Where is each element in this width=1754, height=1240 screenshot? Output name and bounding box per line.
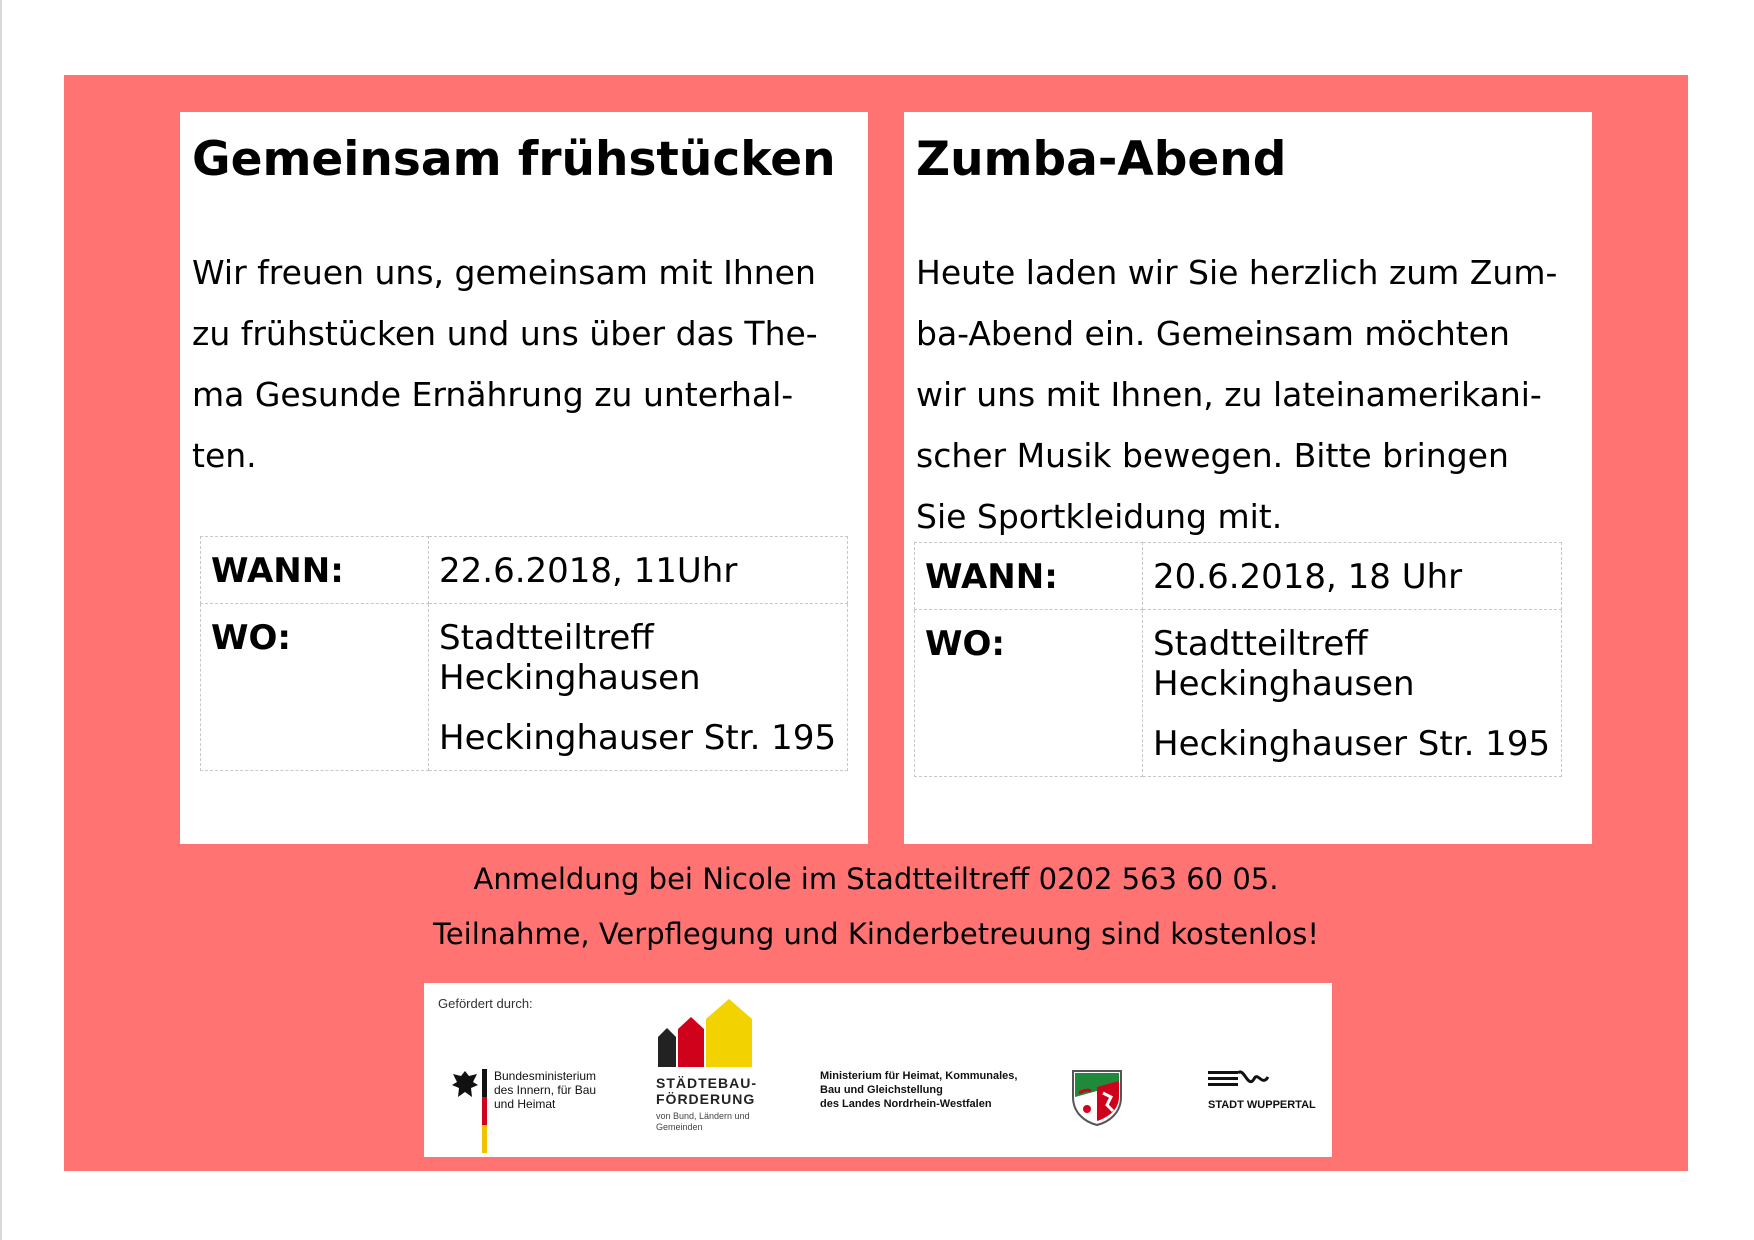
- where-address: Heckinghauser Str. 195: [1153, 724, 1551, 764]
- card-title: Zumba-Abend: [916, 132, 1287, 187]
- where-row: [201, 604, 848, 771]
- description-line: ma Gesunde Ernährung zu unterhal-: [192, 375, 794, 414]
- where-label: WO:: [201, 604, 429, 771]
- when-row: [201, 537, 848, 604]
- stbf-title-line: STÄDTEBAU-: [656, 1075, 757, 1091]
- description-line: scher Musik bewegen. Bitte bringen: [916, 436, 1509, 475]
- where-line: Heckinghausen: [1153, 664, 1415, 704]
- nrw-label-line: Ministerium für Heimat, Kommunales,: [820, 1070, 1018, 1082]
- event-card-zumba: [904, 112, 1592, 844]
- stbf-title-line: FÖRDERUNG: [656, 1091, 756, 1107]
- where-line: Stadtteiltreff: [1153, 624, 1368, 664]
- where-label: WO:: [915, 610, 1143, 777]
- description-line: Heute laden wir Sie herzlich zum Zum-: [916, 253, 1558, 292]
- stbf-title: [656, 1075, 766, 1107]
- nrw-label-line: Bau und Gleichstellung: [820, 1084, 943, 1096]
- when-value: 22.6.2018, 11Uhr: [429, 537, 848, 604]
- when-row: [915, 543, 1562, 610]
- bmi-label-line: Bundesministerium: [494, 1069, 597, 1083]
- event-info-table: [914, 542, 1562, 777]
- stbf-subtitle-line: von Bund, Ländern und: [656, 1111, 750, 1121]
- event-card-breakfast: [180, 112, 868, 844]
- bmi-label: [494, 1069, 596, 1111]
- where-value: [1143, 610, 1562, 777]
- when-value: 20.6.2018, 18 Uhr: [1143, 543, 1562, 610]
- german-flag-bar-icon: [482, 1069, 487, 1153]
- nrw-shield-icon: [1069, 1067, 1125, 1127]
- description-line: ba-Abend ein. Gemeinsam möchten: [916, 314, 1510, 353]
- staedtebaufoerderung-logo: [656, 997, 766, 1133]
- description-line: ten.: [192, 436, 257, 475]
- description-line: zu frühstücken und uns über das The-: [192, 314, 818, 353]
- where-line: Heckinghausen: [439, 658, 701, 698]
- stbf-subtitle: [656, 1111, 766, 1133]
- nrw-coat-of-arms: [1069, 1067, 1125, 1131]
- description-line: Sie Sportkleidung mit.: [916, 497, 1283, 536]
- bmi-logo: [450, 1069, 597, 1111]
- funded-by-label: Gefördert durch:: [438, 996, 533, 1011]
- federal-eagle-icon: [450, 1069, 480, 1103]
- description-line: Wir freuen uns, gemeinsam mit Ihnen: [192, 253, 816, 292]
- card-description: [916, 242, 1576, 547]
- page-edge: [0, 0, 2, 1240]
- wuppertal-label: STADT WUPPERTAL: [1208, 1099, 1316, 1111]
- where-line: Stadtteiltreff: [439, 618, 654, 658]
- flyer-panel: [64, 75, 1688, 1171]
- where-value: [429, 604, 848, 771]
- wuppertal-logo: [1208, 1069, 1316, 1111]
- free-participation-note: Teilnahme, Verpflegung und Kinderbetreuung sind kostenlos!: [433, 917, 1319, 951]
- bmi-label-line: und Heimat: [494, 1097, 556, 1111]
- card-description: [192, 242, 852, 486]
- where-row: [915, 610, 1562, 777]
- nrw-ministry-label: [820, 1069, 1017, 1111]
- registration-note: Anmeldung bei Nicole im Stadtteiltreff 0202 563 60 05.: [473, 862, 1279, 896]
- when-label: WANN:: [201, 537, 429, 604]
- houses-icon: [656, 997, 756, 1067]
- description-line: wir uns mit Ihnen, zu lateinamerikani-: [916, 375, 1542, 414]
- nrw-label-line: des Landes Nordrhein-Westfalen: [820, 1098, 992, 1110]
- bmi-label-line: des Innern, für Bau: [494, 1083, 597, 1097]
- stbf-subtitle-line: Gemeinden: [656, 1122, 703, 1132]
- card-title: Gemeinsam frühstücken: [192, 132, 836, 187]
- where-address: Heckinghauser Str. 195: [439, 718, 837, 758]
- wuppertal-wave-icon: [1208, 1069, 1272, 1089]
- sponsor-logos: [424, 983, 1332, 1157]
- event-info-table: [200, 536, 848, 771]
- when-label: WANN:: [915, 543, 1143, 610]
